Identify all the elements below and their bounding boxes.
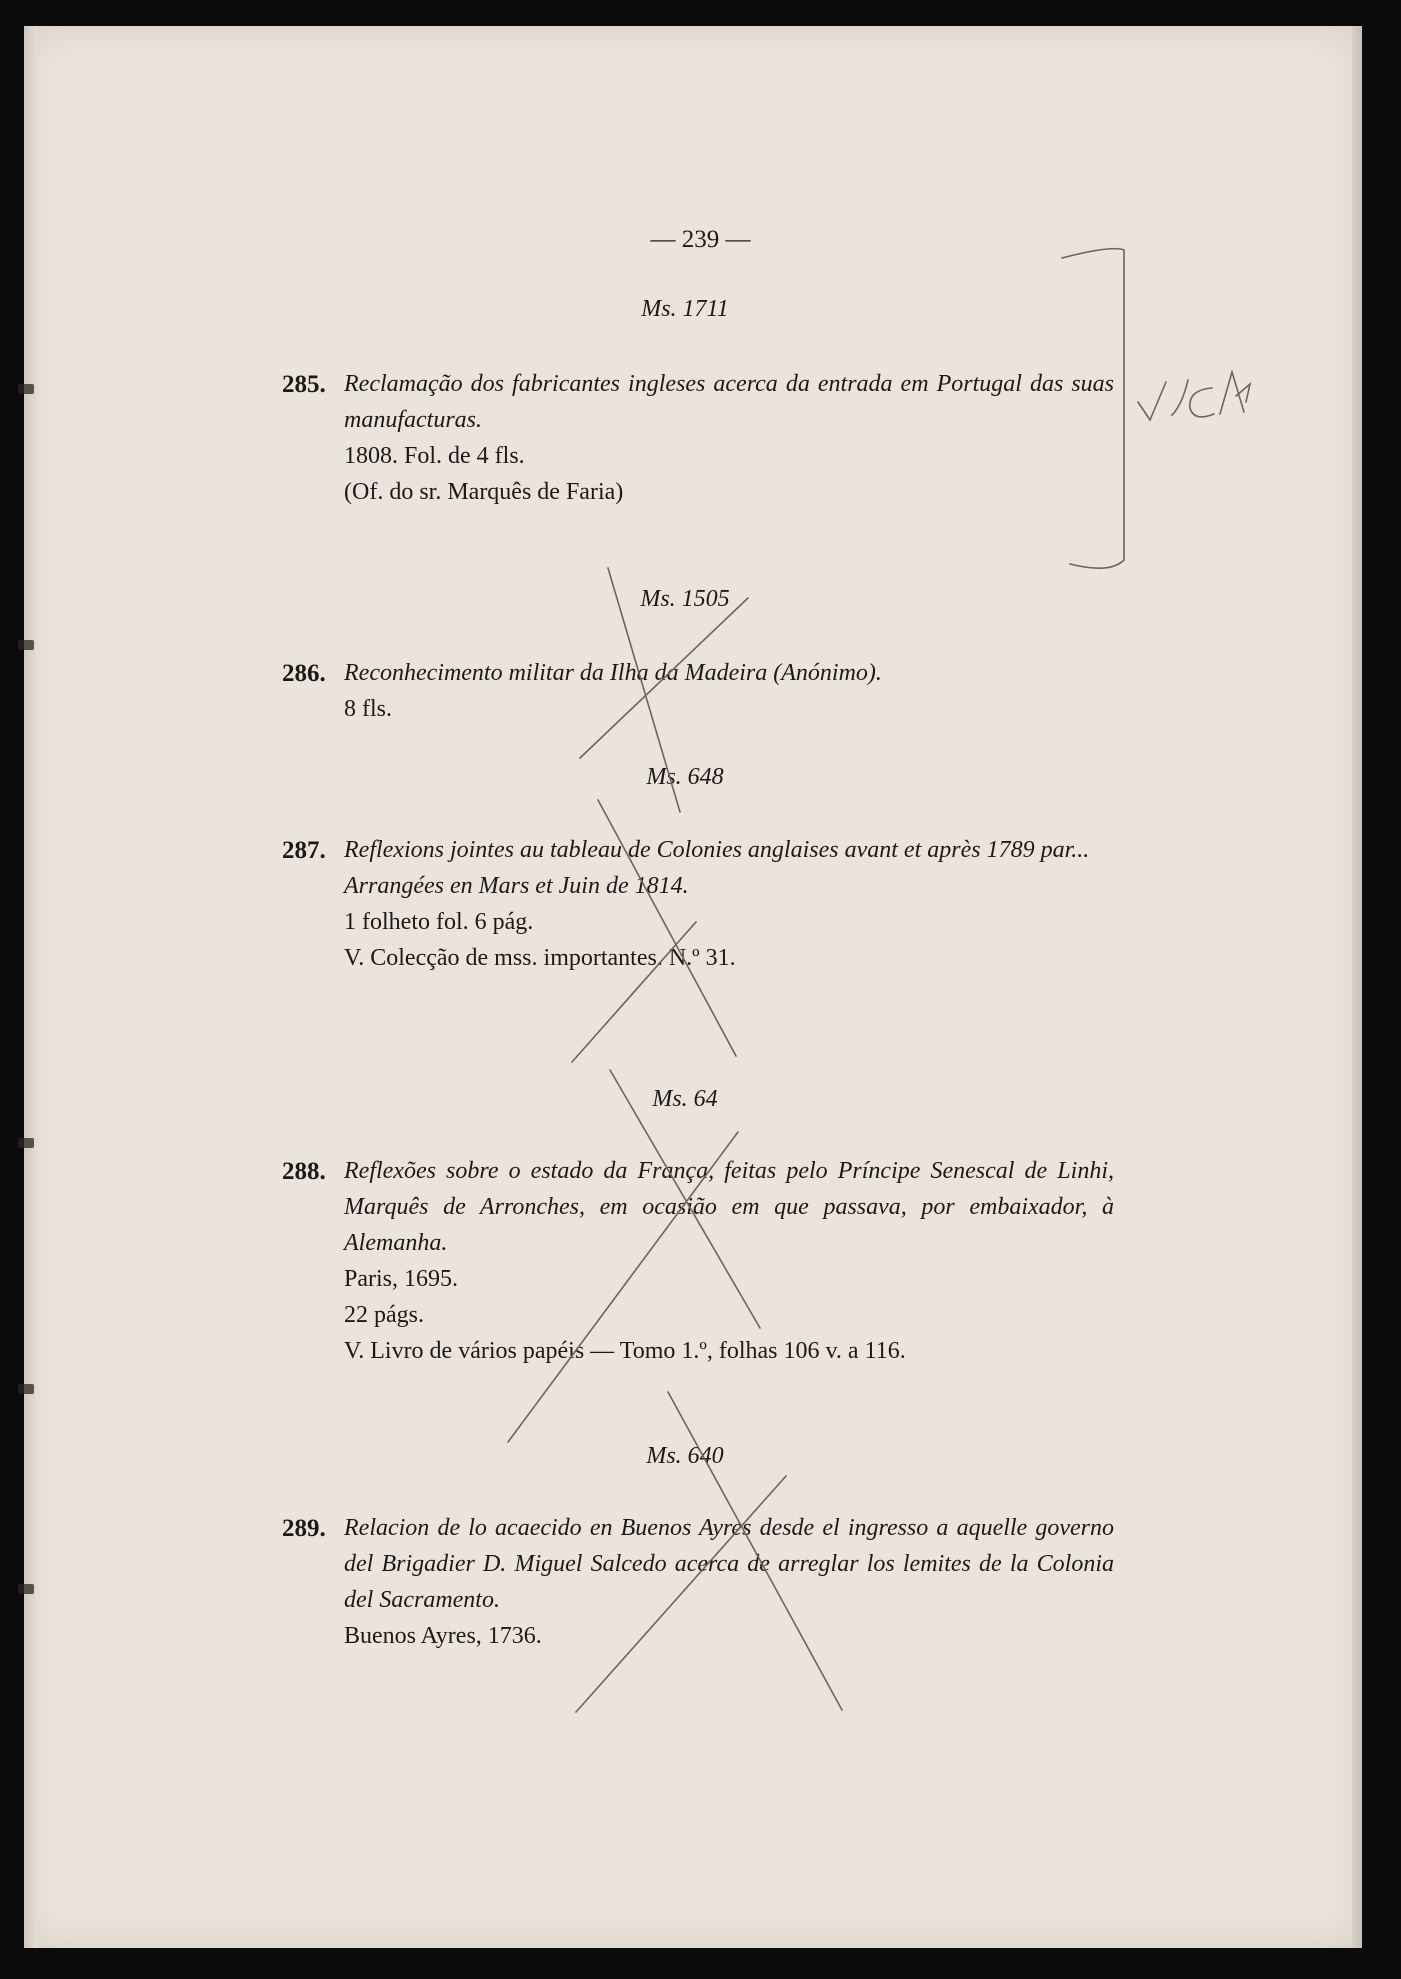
ms-heading: Ms. 1711: [641, 296, 729, 322]
entry-detail-line: V. Colecção de mss. importantes. N.º 31.: [344, 945, 736, 971]
page-right-edge: [1352, 26, 1362, 1948]
ms-heading: Ms. 1505: [640, 586, 730, 612]
entry-body: [344, 1510, 1114, 1654]
entry-title: Reconhecimento militar da Ilha da Madeira (Anónimo).: [344, 660, 882, 686]
catalog-entry: [282, 832, 1114, 976]
entry-number: 289.: [282, 1515, 326, 1542]
entry-body: [344, 366, 1114, 510]
page-number: — 239 —: [650, 226, 751, 253]
entry-number: 287.: [282, 837, 326, 864]
page-left-edge: [24, 26, 38, 1948]
catalog-entry: [282, 655, 1114, 727]
binding-mark: [18, 640, 34, 650]
ms-heading: Ms. 64: [652, 1086, 718, 1112]
entry-detail-line: 8 fls.: [344, 696, 392, 722]
binding-mark: [18, 1138, 34, 1148]
entry-body: [344, 1153, 1114, 1369]
entry-detail-line: Paris, 1695.: [344, 1266, 458, 1292]
entry-body: [344, 655, 1114, 727]
entry-body: [344, 832, 1114, 976]
entry-detail-line: V. Livro de vários papéis — Tomo 1.º, folhas 106 v. a 116.: [344, 1338, 906, 1364]
entry-number: 288.: [282, 1158, 326, 1185]
entry-number: 286.: [282, 660, 326, 687]
entry-detail-line: 22 págs.: [344, 1302, 424, 1328]
entry-title: Relacion de lo acaecido en Buenos Ayres desde el ingresso a aquelle governo del Brigadier D. Miguel Salcedo acerca de arreglar los lemites de la Colonia del Sacramento.: [344, 1515, 1114, 1613]
catalog-entry: [282, 1510, 1114, 1654]
binding-mark: [18, 1384, 34, 1394]
catalog-entry: [282, 1153, 1114, 1369]
entry-detail-line: 1 folheto fol. 6 pág.: [344, 909, 534, 935]
ms-heading: Ms. 640: [646, 1443, 724, 1469]
binding-mark: [18, 1584, 34, 1594]
entry-detail-line: (Of. do sr. Marquês de Faria): [344, 479, 624, 505]
catalog-entry: [282, 366, 1114, 510]
entry-title: Reflexões sobre o estado da França, feitas pelo Príncipe Senescal de Linhi, Marquês de Arronches, em ocasião em que passava, por embaixador, à Alemanha.: [344, 1158, 1114, 1256]
entry-detail-line: 1808. Fol. de 4 fls.: [344, 443, 525, 469]
entry-number: 285.: [282, 371, 326, 398]
entry-title-continuation: Arrangées en Mars et Juin de 1814.: [344, 873, 689, 899]
ms-heading: Ms. 648: [646, 764, 724, 790]
binding-mark: [18, 384, 34, 394]
entry-title: Reclamação dos fabricantes ingleses acerca da entrada em Portugal das suas manufacturas.: [344, 371, 1114, 433]
entry-detail-line: Buenos Ayres, 1736.: [344, 1623, 542, 1649]
entry-title: Reflexions jointes au tableau de Colonies anglaises avant et après 1789 par...: [344, 837, 1090, 863]
